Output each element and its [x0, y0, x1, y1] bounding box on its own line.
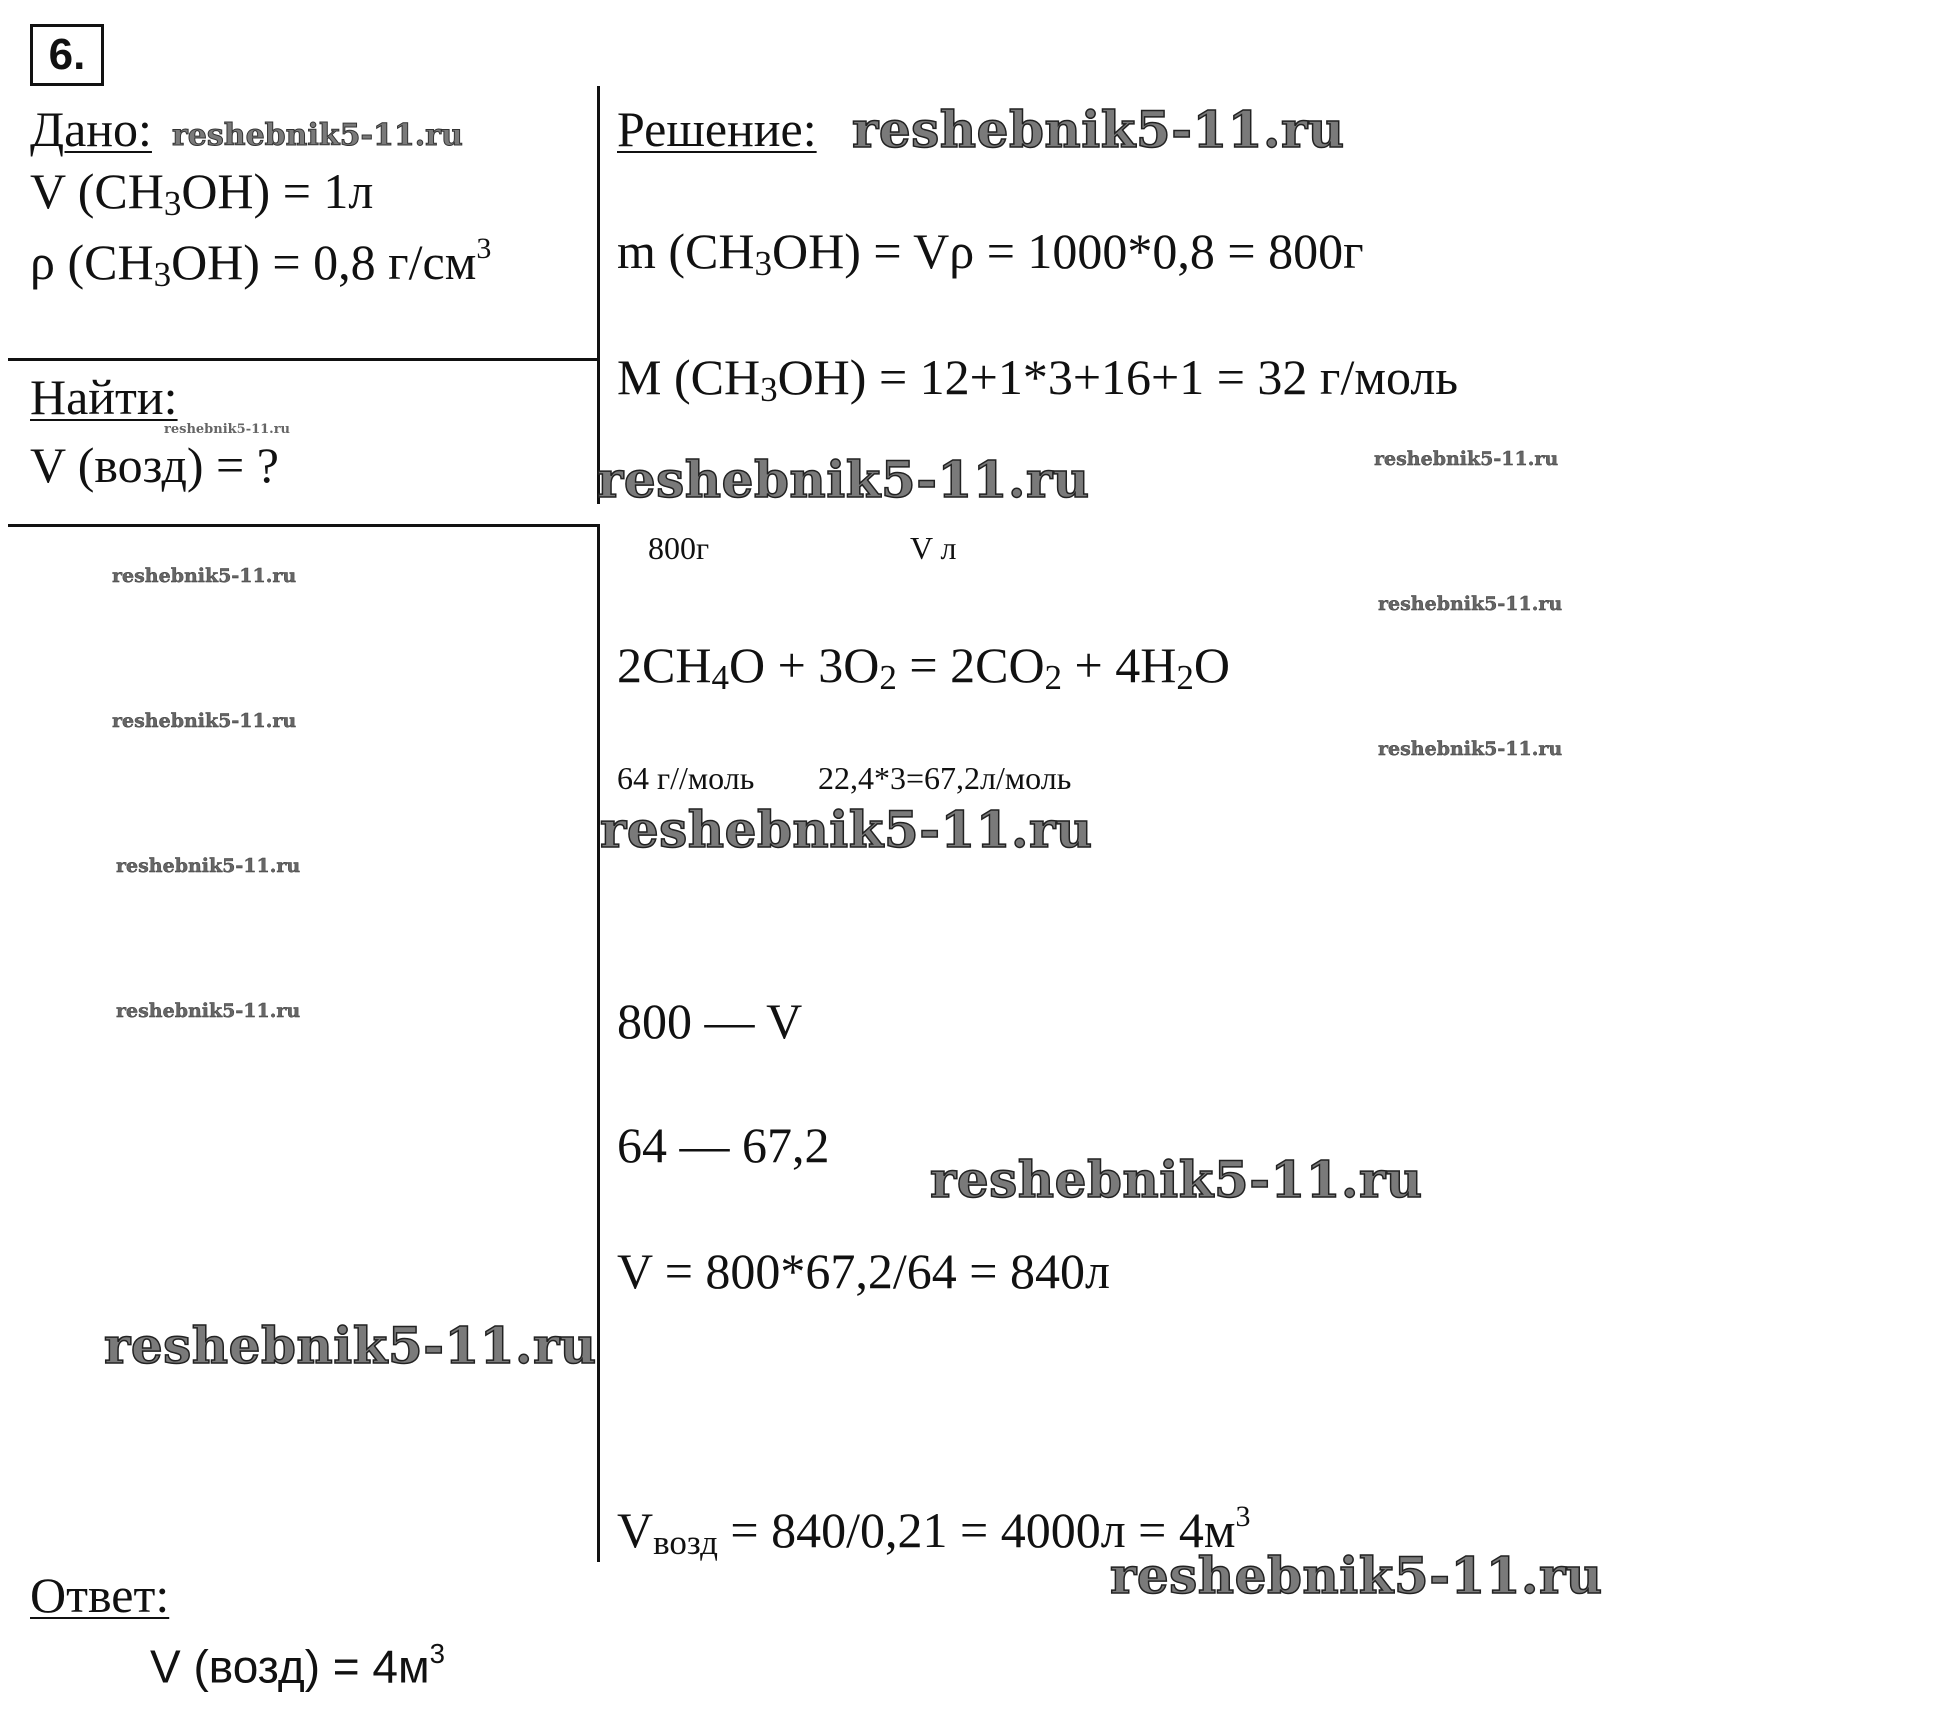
- equation-below-left: 64 г//моль: [617, 760, 755, 796]
- volume-calculation: V = 800*67,2/64 = 840л: [617, 1243, 1110, 1299]
- find-bottom-divider: [8, 524, 600, 527]
- watermark: reshebnik5-11.ru: [930, 1150, 1423, 1209]
- given-find-divider: [8, 358, 598, 361]
- watermark: reshebnik5-11.ru: [164, 422, 291, 437]
- vertical-divider-lower: [597, 526, 600, 1562]
- given-header: Дано:: [30, 101, 152, 157]
- watermark: reshebnik5-11.ru: [116, 1000, 301, 1022]
- problem-number: 6.: [30, 24, 104, 86]
- equation-above-left: 800г: [648, 530, 710, 566]
- find-header: Найти:: [30, 369, 178, 425]
- answer-header: Ответ:: [30, 1567, 170, 1623]
- vertical-divider: [597, 86, 600, 504]
- air-volume-calculation: $V_{возд} = 840/0,21 = 4000л = 4м^3$: [617, 1500, 1251, 1562]
- proportion-line-1: 800 — V: [617, 993, 803, 1049]
- watermark: reshebnik5-11.ru: [1374, 448, 1559, 470]
- given-density: ρ $(CH_3OH) = 0,8$ $г/см^3$: [30, 232, 492, 294]
- proportion-line-2: 64 — 67,2: [617, 1117, 830, 1173]
- solution-header: Решение:: [617, 101, 817, 157]
- watermark: reshebnik5-11.ru: [1110, 1546, 1603, 1605]
- watermark: reshebnik5-11.ru: [116, 855, 301, 877]
- watermark: reshebnik5-11.ru: [112, 565, 297, 587]
- equation-above-right: V л: [910, 530, 957, 566]
- mass-calculation: m $(CH_3OH) = V\rho = 1000*0,8 = 800г$: [617, 223, 1364, 283]
- watermark: reshebnik5-11.ru: [112, 710, 297, 732]
- watermark: reshebnik5-11.ru: [104, 1316, 597, 1375]
- watermark: reshebnik5-11.ru: [1378, 593, 1563, 615]
- molar-mass-calculation: M $(CH_3OH) = 12+1*3+16+1 = 32$ г/моль: [617, 349, 1459, 409]
- equation-below-right: 22,4*3=67,2л/моль: [818, 760, 1072, 796]
- reaction-equation: $2CH_4O + 3O_2 = 2CO_2 + 4H_2O$: [617, 637, 1230, 697]
- watermark: reshebnik5-11.ru: [852, 100, 1345, 159]
- watermark: reshebnik5-11.ru: [172, 118, 463, 153]
- given-volume: V $(CH_3OH) = 1л$: [30, 163, 374, 223]
- watermark: reshebnik5-11.ru: [597, 450, 1090, 509]
- watermark: reshebnik5-11.ru: [600, 800, 1093, 859]
- answer-value: V (возд) = $4м^3$: [150, 1638, 445, 1693]
- find-target: V (возд) = ?: [30, 437, 279, 493]
- watermark: reshebnik5-11.ru: [1378, 738, 1563, 760]
